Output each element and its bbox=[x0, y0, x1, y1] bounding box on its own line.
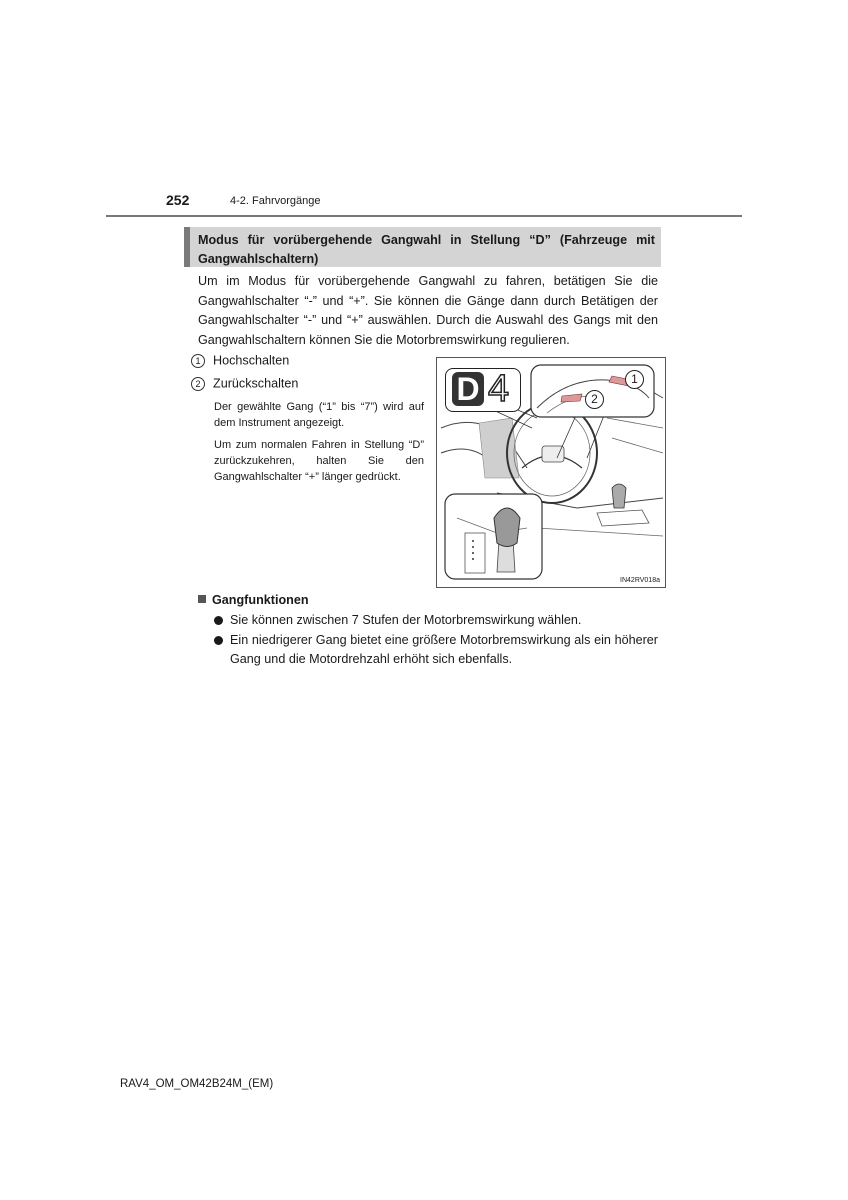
figure-code: IN42RV018a bbox=[620, 577, 660, 584]
note-return-normal: Um zum normalen Fahren in Stellung “D” zurückzukehren, halten Sie den Gangwahlschalter “+” länger gedrückt. bbox=[214, 439, 424, 483]
section-label: 4-2. Fahrvorgänge bbox=[230, 195, 321, 207]
callout-downshift bbox=[191, 376, 298, 391]
callout-label-downshift: Zurückschalten bbox=[213, 376, 299, 391]
bullet-dot-icon bbox=[214, 616, 223, 625]
section-heading: Modus für vorübergehende Gangwahl in Stellung “D” (Fahrzeuge mit Gangwahlschaltern) bbox=[184, 227, 661, 267]
bullet-list bbox=[214, 611, 658, 670]
gear-display bbox=[445, 368, 521, 412]
list-item bbox=[214, 611, 658, 631]
figure-label-2: 2 bbox=[585, 390, 604, 409]
note-gear-display: Der gewählte Gang (“1” bis “7”) wird auf dem Instrument angezeigt. bbox=[214, 401, 424, 429]
bullet-text: Sie können zwischen 7 Stufen der Motorbremswirkung wählen. bbox=[230, 613, 582, 627]
figure-illustration bbox=[436, 357, 666, 588]
sub-heading bbox=[198, 593, 309, 607]
sub-heading-text: Gangfunktionen bbox=[212, 593, 309, 607]
footer-doc-code: RAV4_OM_OM42B24M_(EM) bbox=[120, 1078, 274, 1090]
intro-paragraph: Um im Modus für vorübergehende Gangwahl zu fahren, betätigen Sie die Gangwahlschalter “-” und “+”. Sie können die Gänge dann durch Betätigen der Gangwahlschalter “-” und “+” auswählen. Durch die Auswahl des Gangs mit den Gangwahlschaltern können Sie die Motorbremswirkung regulieren. bbox=[198, 274, 658, 347]
gear-display-letter: D bbox=[452, 372, 484, 406]
page-number: 252 bbox=[166, 192, 190, 208]
header-rule bbox=[106, 215, 742, 217]
callout-upshift bbox=[191, 353, 289, 368]
gear-display-number: 4 bbox=[488, 368, 510, 410]
callout-label-upshift: Hochschalten bbox=[213, 353, 290, 368]
bullet-dot-icon bbox=[214, 636, 223, 645]
bullet-text: Ein niedrigerer Gang bietet eine größere Motorbremswirkung als ein höherer Gang und die Motordrehzahl erhöht sich ebenfalls. bbox=[230, 632, 658, 666]
callout-number-2: 2 bbox=[191, 377, 205, 391]
figure-label-1: 1 bbox=[625, 370, 644, 389]
callout-number-1: 1 bbox=[191, 354, 205, 368]
list-item bbox=[214, 631, 658, 670]
square-bullet-icon bbox=[198, 595, 206, 603]
